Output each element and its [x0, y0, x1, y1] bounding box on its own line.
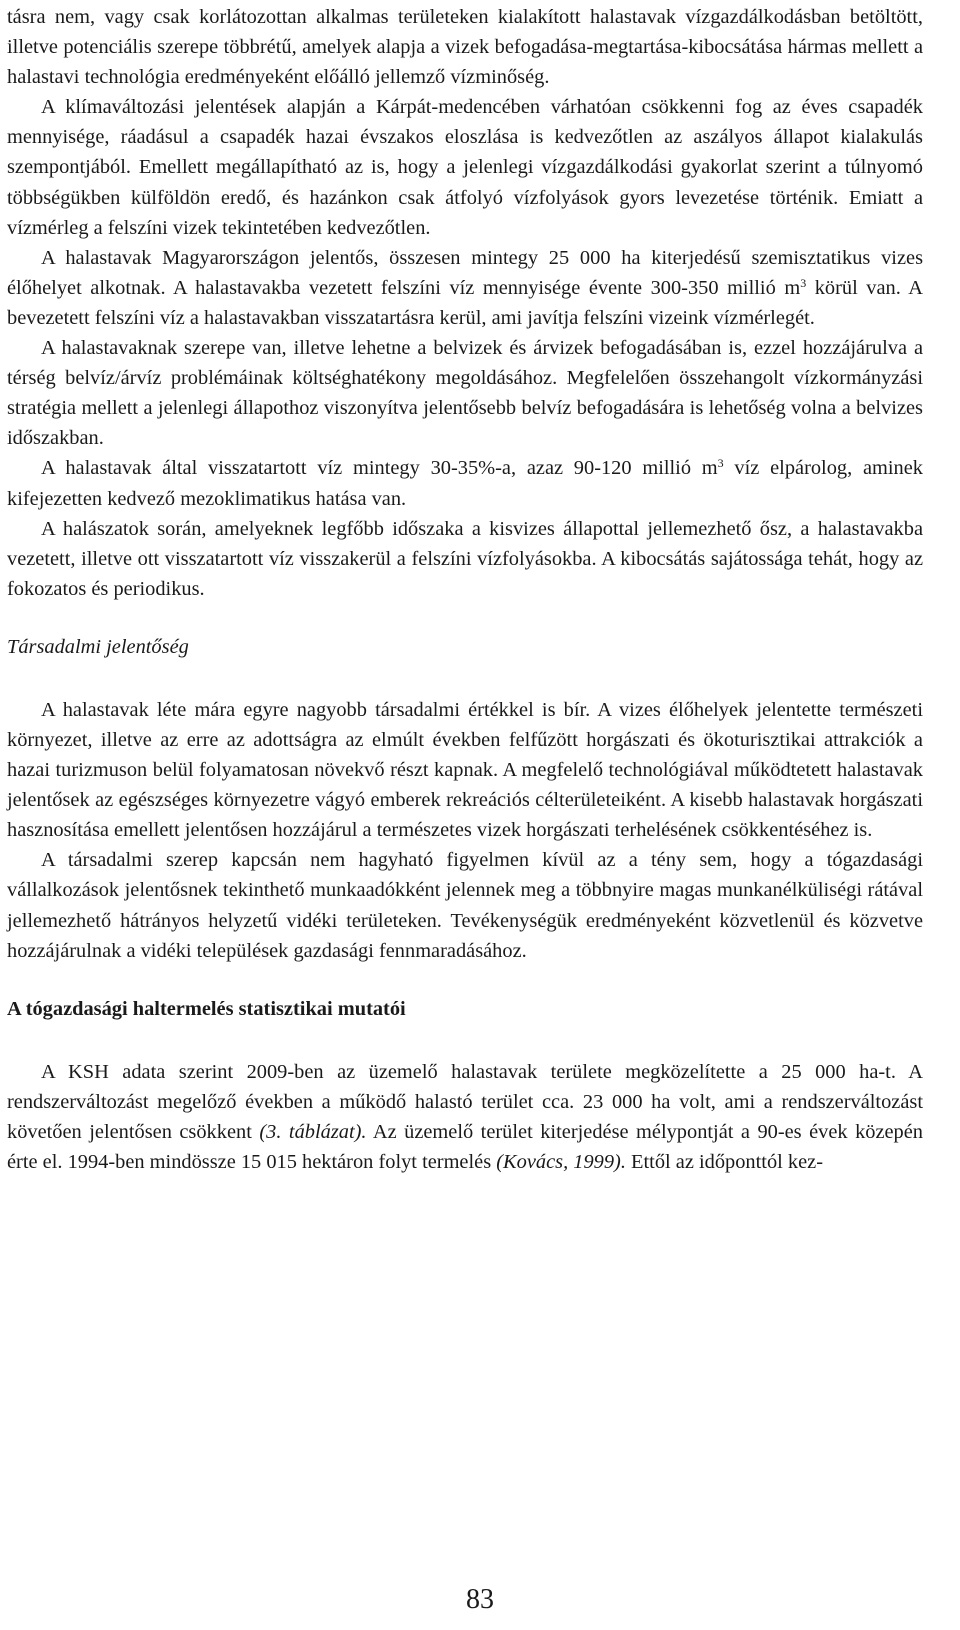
text-segment: Az üzemelő terület kiterjedése mélypontját a 90-es évek közepén érte el. 1994-ben mindössze 15 015 hektáron folyt termelés	[7, 1120, 924, 1173]
section-heading-statistics: A tógazdasági haltermelés statisztikai mutatói	[7, 997, 406, 1020]
paragraph-inland-water: A halastavaknak szerepe van, illetve lehetne a belvizek és árvizek befogadásában is, ezzel hozzájárulva a térség belvíz/árvíz problémáinak költséghatékony megoldásához. Megfelelően összehangolt vízkormányzási stratégia mellett a jelenlegi állapothoz viszonyítva jelentősebb belvíz befogadására is lehetőség volna a belvizes időszakban.	[7, 337, 923, 450]
paragraph-statistics	[7, 1057, 923, 1177]
text-segment: A halastavak által visszatartott víz mintegy 30-35%-a, azaz 90-120 millió m	[41, 457, 718, 480]
superscript: 3	[717, 456, 724, 471]
document-page	[7, 2, 923, 1177]
section-heading-social: Társadalmi jelentőség	[7, 635, 189, 658]
table-reference: (3. táblázat).	[259, 1120, 367, 1143]
text-segment: A halastavak Magyarországon jelentős, összesen mintegy 25 000 ha kiterjedésű szemisztatikus vizes élőhelyet alkotnak. A halastavakba vezetett felszíni víz mennyisége évente 300-350 millió m	[7, 246, 923, 299]
paragraph-intro: tásra nem, vagy csak korlátozottan alkalmas területeken kialakított halastavak vízgazdálkodásban betöltött, illetve potenciális szerepe többrétű, amelyek alapja a vizek befogadása-megtartása-kibocsátása hármas mellett a halastavi technológia eredményeként előálló jellemző vízminőség.	[7, 6, 923, 89]
text-segment: víz elpárolog, aminek kifejezetten kedvező mezoklimatikus hatása van.	[7, 457, 923, 510]
paragraph-harvest: A halászatok során, amelyeknek legfőbb időszaka a kisvizes állapottal jellemezhető ősz, a halastavakba vezetett, illetve ott visszatartott víz visszakerül a felszíni vízfolyásokba. A kibocsátás sajátossága tehát, hogy az fokozatos és periodikus.	[7, 517, 923, 600]
superscript: 3	[800, 275, 807, 290]
paragraph-pond-area	[7, 243, 923, 333]
paragraph-evaporation	[7, 453, 923, 513]
text-segment: Ettől az időponttól kez-	[625, 1151, 823, 1173]
text-segment: A KSH adata szerint 2009-ben az üzemelő halastavak területe megközelítette a 25 000 ha-t. A rendszerváltozást megelőző években a működő halastó terület cca. 23 000 ha volt, ami a rendszerváltozást követően jelentősen csökkent	[7, 1060, 923, 1143]
page-number: 83	[466, 1584, 494, 1615]
paragraph-social-value: A halastavak léte mára egyre nagyobb társadalmi értékkel is bír. A vizes élőhelyek jelentette természeti környezet, illetve az erre az adottságra az elmúlt években felfűzött horgászati és ökoturisztikai attrakciók a hazai turizmuson belül folyamatosan növekvő részt kapnak. A megfelelő technológiával működtetett halastavak jelentősek az egészséges környezetre vágyó emberek rekreációs célterületeiként. A kisebb halastavak horgászati hasznosítása emellett jelentősen hozzájárul a természetes vizek horgászati terhelésének csökkentéséhez is.	[7, 698, 923, 842]
paragraph-climate: A klímaváltozási jelentések alapján a Kárpát-medencében várhatóan csökkenni fog az éves csapadék mennyisége, ráadásul a csapadék hazai évszakos eloszlása is kedvezőtlen az aszályos állapot kialakulás szempontjából. Emellett megállapítható az is, hogy a jelenlegi vízgazdálkodási gyakorlat szerint a túlnyomó többségükben külföldön eredő, és hazánkon csak átfolyó vízfolyások gyors levezetése történik. Emiatt a vízmérleg a felszíni vizek tekintetében kedvezőtlen.	[7, 96, 923, 239]
text-segment: körül van. A bevezetett felszíni víz a halastavakban visszatartásra kerül, ami javítja felszíni vizeink vízmérlegét.	[7, 276, 923, 329]
citation: (Kovács, 1999).	[496, 1151, 626, 1173]
paragraph-social-employment: A társadalmi szerep kapcsán nem hagyható figyelmen kívül az a tény sem, hogy a tógazdasági vállalkozások jelentősnek tekinthető munkaadókként jelennek meg a többnyire magas munkanélküliségi rátával jellemezhető hátrányos helyzetű vidéki területeken. Tevékenységük eredményeként közvetlenül és közvetve hozzájárulnak a vidéki települések gazdasági fennmaradásához.	[7, 849, 923, 962]
